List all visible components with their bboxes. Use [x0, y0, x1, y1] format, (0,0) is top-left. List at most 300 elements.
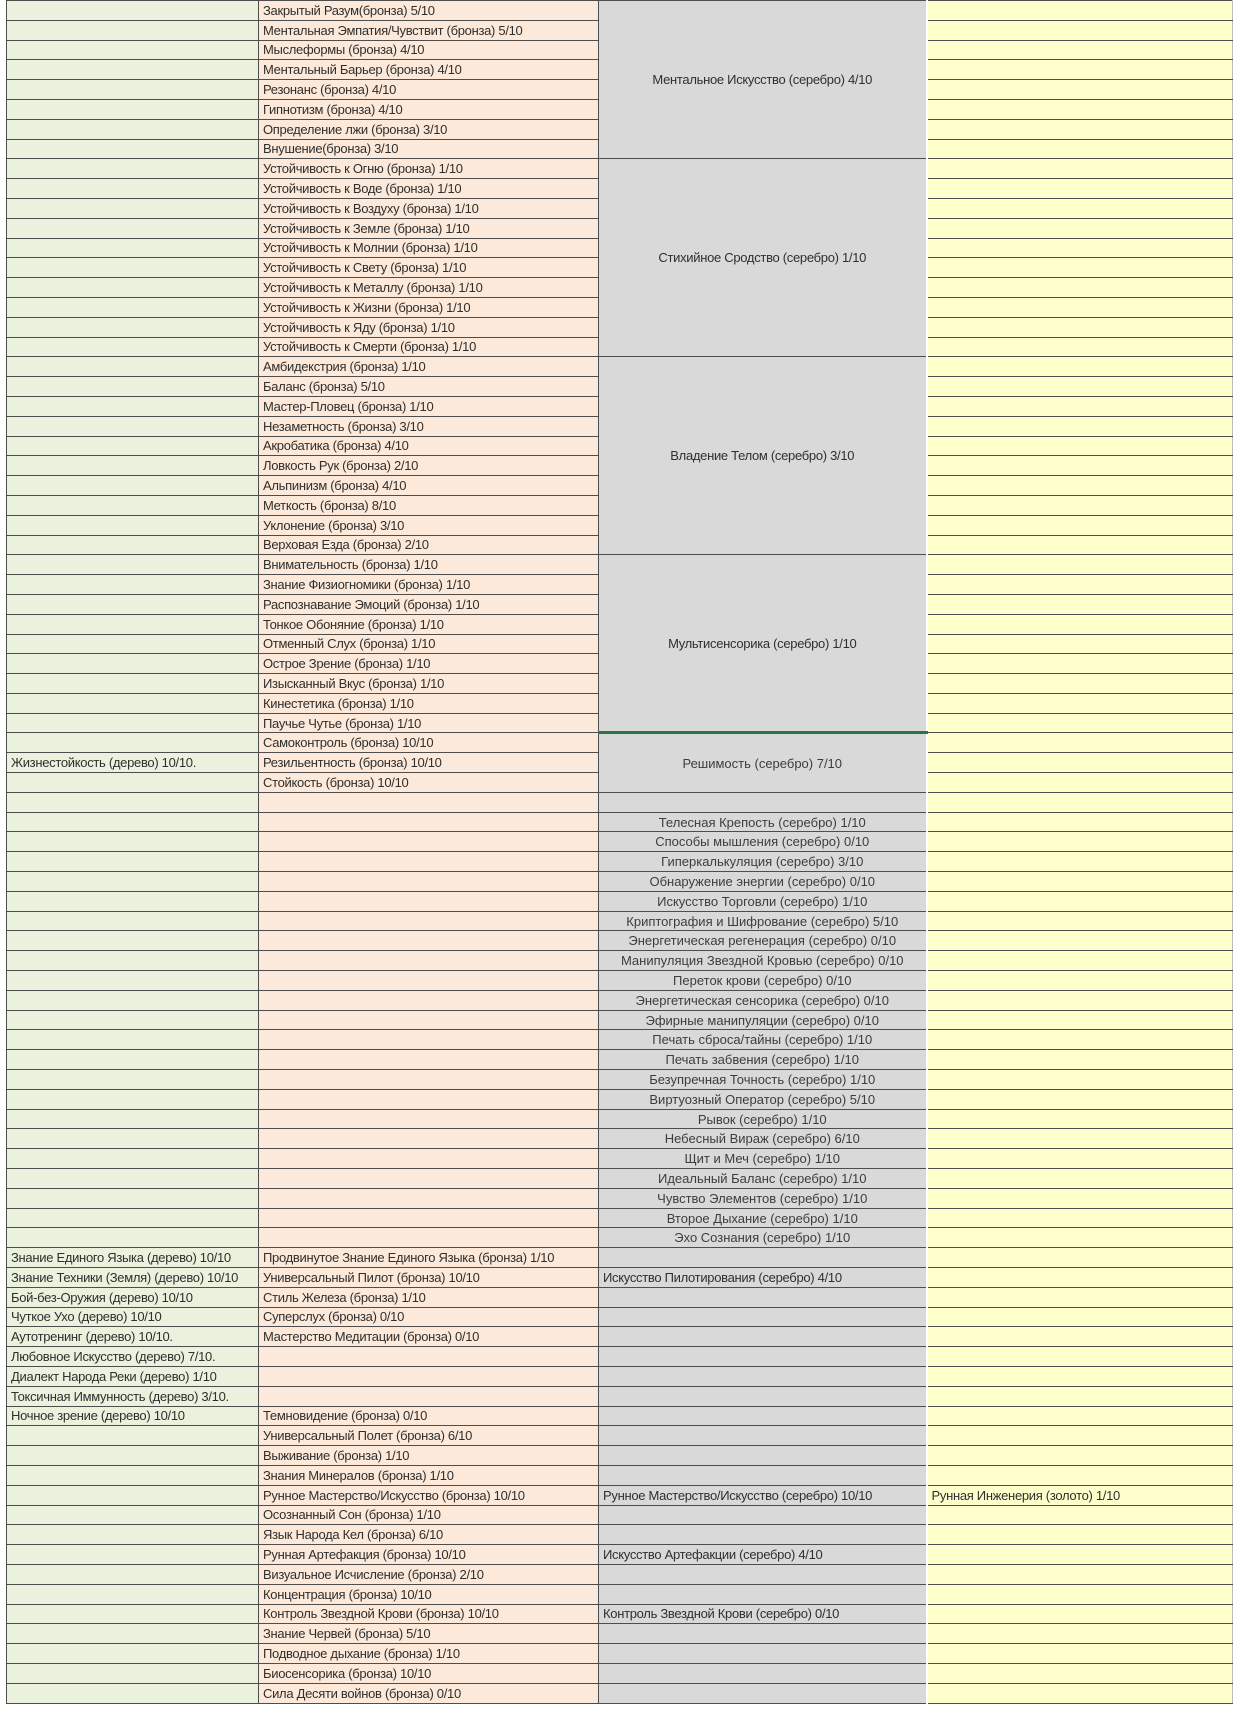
tree-skill-cell[interactable] — [7, 990, 259, 1010]
bronze-skill-cell[interactable]: Закрытый Разум(бронза) 5/10 — [259, 1, 599, 21]
bronze-skill-cell[interactable]: Концентрация (бронза) 10/10 — [259, 1584, 599, 1604]
gold-skill-cell[interactable]: Рунная Инженерия (золото) 1/10 — [927, 1485, 1233, 1505]
gold-skill-cell[interactable] — [927, 1169, 1233, 1189]
tree-skill-cell[interactable] — [7, 971, 259, 991]
tree-skill-cell[interactable] — [7, 238, 259, 258]
tree-skill-cell[interactable] — [7, 278, 259, 298]
tree-skill-cell[interactable] — [7, 20, 259, 40]
gold-skill-cell[interactable] — [927, 1109, 1233, 1129]
silver-skill-cell[interactable]: Искусство Артефакции (серебро) 4/10 — [599, 1545, 927, 1565]
gold-skill-cell[interactable] — [927, 753, 1233, 773]
gold-skill-cell[interactable] — [927, 773, 1233, 793]
tree-skill-cell[interactable] — [7, 396, 259, 416]
bronze-skill-cell[interactable]: Устойчивость к Яду (бронза) 1/10 — [259, 317, 599, 337]
gold-skill-cell[interactable] — [927, 278, 1233, 298]
gold-skill-cell[interactable] — [927, 535, 1233, 555]
tree-skill-cell[interactable] — [7, 159, 259, 179]
bronze-skill-cell[interactable] — [259, 990, 599, 1010]
tree-skill-cell[interactable] — [7, 317, 259, 337]
tree-skill-cell[interactable] — [7, 139, 259, 159]
silver-skill-cell[interactable] — [599, 1327, 927, 1347]
bronze-skill-cell[interactable]: Устойчивость к Земле (бронза) 1/10 — [259, 218, 599, 238]
gold-skill-cell[interactable] — [927, 1644, 1233, 1664]
tree-skill-cell[interactable] — [7, 1, 259, 21]
silver-skill-cell[interactable]: Эфирные манипуляции (серебро) 0/10 — [599, 1010, 927, 1030]
bronze-skill-cell[interactable]: Ментальная Эмпатия/Чувствит (бронза) 5/10 — [259, 20, 599, 40]
tree-skill-cell[interactable] — [7, 80, 259, 100]
silver-skill-cell[interactable]: Манипуляция Звездной Кровью (серебро) 0/10 — [599, 951, 927, 971]
gold-skill-cell[interactable] — [927, 1030, 1233, 1050]
gold-skill-cell[interactable] — [927, 891, 1233, 911]
bronze-skill-cell[interactable]: Кинестетика (бронза) 1/10 — [259, 693, 599, 713]
silver-skill-cell[interactable] — [599, 1624, 927, 1644]
gold-skill-cell[interactable] — [927, 1564, 1233, 1584]
bronze-skill-cell[interactable]: Ментальный Барьер (бронза) 4/10 — [259, 60, 599, 80]
bronze-skill-cell[interactable]: Устойчивость к Жизни (бронза) 1/10 — [259, 297, 599, 317]
silver-group-cell[interactable]: Ментальное Искусство (серебро) 4/10 — [599, 1, 927, 159]
gold-skill-cell[interactable] — [927, 1683, 1233, 1703]
tree-skill-cell[interactable] — [7, 218, 259, 238]
tree-skill-cell[interactable]: Аутотренинг (дерево) 10/10. — [7, 1327, 259, 1347]
bronze-skill-cell[interactable] — [259, 1010, 599, 1030]
tree-skill-cell[interactable] — [7, 931, 259, 951]
tree-skill-cell[interactable] — [7, 1208, 259, 1228]
bronze-skill-cell[interactable]: Устойчивость к Воздуху (бронза) 1/10 — [259, 198, 599, 218]
tree-skill-cell[interactable] — [7, 40, 259, 60]
tree-skill-cell[interactable]: Бой-без-Оружия (дерево) 10/10 — [7, 1287, 259, 1307]
gold-skill-cell[interactable] — [927, 377, 1233, 397]
bronze-skill-cell[interactable] — [259, 911, 599, 931]
bronze-skill-cell[interactable]: Определение лжи (бронза) 3/10 — [259, 119, 599, 139]
tree-skill-cell[interactable] — [7, 377, 259, 397]
tree-skill-cell[interactable] — [7, 654, 259, 674]
gold-skill-cell[interactable] — [927, 832, 1233, 852]
tree-skill-cell[interactable] — [7, 733, 259, 753]
bronze-skill-cell[interactable]: Незаметность (бронза) 3/10 — [259, 416, 599, 436]
gold-skill-cell[interactable] — [927, 1426, 1233, 1446]
silver-skill-cell[interactable] — [599, 1347, 927, 1367]
bronze-skill-cell[interactable]: Отменный Слух (бронза) 1/10 — [259, 634, 599, 654]
gold-skill-cell[interactable] — [927, 971, 1233, 991]
silver-skill-cell[interactable]: Искусство Пилотирования (серебро) 4/10 — [599, 1268, 927, 1288]
tree-skill-cell[interactable]: Знание Единого Языка (дерево) 10/10 — [7, 1248, 259, 1268]
bronze-skill-cell[interactable]: Уклонение (бронза) 3/10 — [259, 515, 599, 535]
silver-skill-cell[interactable] — [599, 1584, 927, 1604]
bronze-skill-cell[interactable]: Мастер-Пловец (бронза) 1/10 — [259, 396, 599, 416]
tree-skill-cell[interactable] — [7, 812, 259, 832]
gold-skill-cell[interactable] — [927, 258, 1233, 278]
bronze-skill-cell[interactable] — [259, 1149, 599, 1169]
bronze-skill-cell[interactable]: Язык Народа Кел (бронза) 6/10 — [259, 1525, 599, 1545]
tree-skill-cell[interactable] — [7, 1545, 259, 1565]
gold-skill-cell[interactable] — [927, 99, 1233, 119]
gold-skill-cell[interactable] — [927, 297, 1233, 317]
bronze-skill-cell[interactable] — [259, 951, 599, 971]
bronze-skill-cell[interactable]: Паучье Чутье (бронза) 1/10 — [259, 713, 599, 733]
gold-skill-cell[interactable] — [927, 1545, 1233, 1565]
bronze-skill-cell[interactable] — [259, 1188, 599, 1208]
gold-skill-cell[interactable] — [927, 931, 1233, 951]
gold-skill-cell[interactable] — [927, 179, 1233, 199]
tree-skill-cell[interactable] — [7, 614, 259, 634]
bronze-skill-cell[interactable]: Устойчивость к Огню (бронза) 1/10 — [259, 159, 599, 179]
gold-skill-cell[interactable] — [927, 1149, 1233, 1169]
silver-skill-cell[interactable] — [599, 1248, 927, 1268]
tree-skill-cell[interactable] — [7, 1525, 259, 1545]
gold-skill-cell[interactable] — [927, 1129, 1233, 1149]
gold-skill-cell[interactable] — [927, 396, 1233, 416]
gold-skill-cell[interactable] — [927, 456, 1233, 476]
gold-skill-cell[interactable] — [927, 792, 1233, 812]
silver-group-cell[interactable]: Решимость (серебро) 7/10 — [599, 733, 927, 792]
gold-skill-cell[interactable] — [927, 238, 1233, 258]
gold-skill-cell[interactable] — [927, 80, 1233, 100]
bronze-skill-cell[interactable]: Выживание (бронза) 1/10 — [259, 1446, 599, 1466]
tree-skill-cell[interactable] — [7, 416, 259, 436]
gold-skill-cell[interactable] — [927, 1366, 1233, 1386]
bronze-skill-cell[interactable]: Универсальный Пилот (бронза) 10/10 — [259, 1268, 599, 1288]
gold-skill-cell[interactable] — [927, 139, 1233, 159]
tree-skill-cell[interactable] — [7, 852, 259, 872]
bronze-skill-cell[interactable] — [259, 1228, 599, 1248]
gold-skill-cell[interactable] — [927, 1584, 1233, 1604]
bronze-skill-cell[interactable] — [259, 812, 599, 832]
silver-group-cell[interactable]: Стихийное Сродство (серебро) 1/10 — [599, 159, 927, 357]
silver-skill-cell[interactable]: Переток крови (серебро) 0/10 — [599, 971, 927, 991]
gold-skill-cell[interactable] — [927, 1465, 1233, 1485]
silver-skill-cell[interactable]: Искусство Торговли (серебро) 1/10 — [599, 891, 927, 911]
silver-group-cell[interactable]: Владение Телом (серебро) 3/10 — [599, 357, 927, 555]
gold-skill-cell[interactable] — [927, 594, 1233, 614]
tree-skill-cell[interactable] — [7, 1505, 259, 1525]
tree-skill-cell[interactable] — [7, 773, 259, 793]
silver-skill-cell[interactable] — [599, 1386, 927, 1406]
gold-skill-cell[interactable] — [927, 515, 1233, 535]
tree-skill-cell[interactable]: Чуткое Ухо (дерево) 10/10 — [7, 1307, 259, 1327]
gold-skill-cell[interactable] — [927, 575, 1233, 595]
tree-skill-cell[interactable] — [7, 476, 259, 496]
tree-skill-cell[interactable] — [7, 1683, 259, 1703]
gold-skill-cell[interactable] — [927, 1248, 1233, 1268]
gold-skill-cell[interactable] — [927, 119, 1233, 139]
tree-skill-cell[interactable] — [7, 1564, 259, 1584]
bronze-skill-cell[interactable]: Амбидекстрия (бронза) 1/10 — [259, 357, 599, 377]
silver-skill-cell[interactable] — [599, 1307, 927, 1327]
silver-skill-cell[interactable]: Гиперкалькуляция (серебро) 3/10 — [599, 852, 927, 872]
tree-skill-cell[interactable] — [7, 198, 259, 218]
bronze-skill-cell[interactable]: Меткость (бронза) 8/10 — [259, 495, 599, 515]
bronze-skill-cell[interactable]: Продвинутое Знание Единого Языка (бронза) 1/10 — [259, 1248, 599, 1268]
tree-skill-cell[interactable] — [7, 1030, 259, 1050]
gold-skill-cell[interactable] — [927, 1268, 1233, 1288]
gold-skill-cell[interactable] — [927, 713, 1233, 733]
bronze-skill-cell[interactable]: Устойчивость к Металлу (бронза) 1/10 — [259, 278, 599, 298]
gold-skill-cell[interactable] — [927, 1327, 1233, 1347]
tree-skill-cell[interactable]: Жизнестойкость (дерево) 10/10. — [7, 753, 259, 773]
tree-skill-cell[interactable] — [7, 1426, 259, 1446]
bronze-skill-cell[interactable]: Внимательность (бронза) 1/10 — [259, 555, 599, 575]
silver-skill-cell[interactable]: Рунное Мастерство/Искусство (серебро) 10/10 — [599, 1485, 927, 1505]
bronze-skill-cell[interactable] — [259, 971, 599, 991]
silver-skill-cell[interactable] — [599, 1465, 927, 1485]
gold-skill-cell[interactable] — [927, 1624, 1233, 1644]
gold-skill-cell[interactable] — [927, 317, 1233, 337]
silver-skill-cell[interactable]: Печать сброса/тайны (серебро) 1/10 — [599, 1030, 927, 1050]
bronze-skill-cell[interactable]: Резонанс (бронза) 4/10 — [259, 80, 599, 100]
gold-skill-cell[interactable] — [927, 1228, 1233, 1248]
silver-skill-cell[interactable]: Второе Дыхание (серебро) 1/10 — [599, 1208, 927, 1228]
bronze-skill-cell[interactable]: Рунная Артефакция (бронза) 10/10 — [259, 1545, 599, 1565]
bronze-skill-cell[interactable]: Альпинизм (бронза) 4/10 — [259, 476, 599, 496]
gold-skill-cell[interactable] — [927, 1307, 1233, 1327]
gold-skill-cell[interactable] — [927, 911, 1233, 931]
tree-skill-cell[interactable] — [7, 1169, 259, 1189]
silver-skill-cell[interactable] — [599, 1525, 927, 1545]
silver-group-cell[interactable]: Мультисенсорика (серебро) 1/10 — [599, 555, 927, 733]
bronze-skill-cell[interactable]: Внушение(бронза) 3/10 — [259, 139, 599, 159]
gold-skill-cell[interactable] — [927, 614, 1233, 634]
tree-skill-cell[interactable] — [7, 179, 259, 199]
tree-skill-cell[interactable] — [7, 1663, 259, 1683]
tree-skill-cell[interactable] — [7, 1228, 259, 1248]
tree-skill-cell[interactable] — [7, 1149, 259, 1169]
tree-skill-cell[interactable]: Любовное Искусство (дерево) 7/10. — [7, 1347, 259, 1367]
silver-skill-cell[interactable] — [599, 1366, 927, 1386]
tree-skill-cell[interactable]: Токсичная Иммунность (дерево) 3/10. — [7, 1386, 259, 1406]
bronze-skill-cell[interactable] — [259, 872, 599, 892]
silver-skill-cell[interactable]: Печать забвения (серебро) 1/10 — [599, 1050, 927, 1070]
tree-skill-cell[interactable] — [7, 713, 259, 733]
tree-skill-cell[interactable] — [7, 1624, 259, 1644]
tree-skill-cell[interactable] — [7, 1089, 259, 1109]
tree-skill-cell[interactable] — [7, 1109, 259, 1129]
bronze-skill-cell[interactable] — [259, 1386, 599, 1406]
tree-skill-cell[interactable] — [7, 1070, 259, 1090]
bronze-skill-cell[interactable]: Устойчивость к Молнии (бронза) 1/10 — [259, 238, 599, 258]
tree-skill-cell[interactable] — [7, 575, 259, 595]
gold-skill-cell[interactable] — [927, 674, 1233, 694]
gold-skill-cell[interactable] — [927, 1, 1233, 21]
bronze-skill-cell[interactable] — [259, 1089, 599, 1109]
bronze-skill-cell[interactable]: Знания Минералов (бронза) 1/10 — [259, 1465, 599, 1485]
gold-skill-cell[interactable] — [927, 1287, 1233, 1307]
bronze-skill-cell[interactable] — [259, 1208, 599, 1228]
bronze-skill-cell[interactable]: Мастерство Медитации (бронза) 0/10 — [259, 1327, 599, 1347]
gold-skill-cell[interactable] — [927, 1663, 1233, 1683]
gold-skill-cell[interactable] — [927, 357, 1233, 377]
gold-skill-cell[interactable] — [927, 693, 1233, 713]
silver-skill-cell[interactable] — [599, 1683, 927, 1703]
bronze-skill-cell[interactable] — [259, 1366, 599, 1386]
tree-skill-cell[interactable] — [7, 693, 259, 713]
tree-skill-cell[interactable] — [7, 1584, 259, 1604]
bronze-skill-cell[interactable]: Стиль Железа (бронза) 1/10 — [259, 1287, 599, 1307]
silver-skill-cell[interactable]: Обнаружение энергии (серебро) 0/10 — [599, 872, 927, 892]
gold-skill-cell[interactable] — [927, 1525, 1233, 1545]
gold-skill-cell[interactable] — [927, 951, 1233, 971]
bronze-skill-cell[interactable] — [259, 1169, 599, 1189]
bronze-skill-cell[interactable]: Темновидение (бронза) 0/10 — [259, 1406, 599, 1426]
gold-skill-cell[interactable] — [927, 1208, 1233, 1228]
gold-skill-cell[interactable] — [927, 218, 1233, 238]
tree-skill-cell[interactable] — [7, 832, 259, 852]
bronze-skill-cell[interactable]: Стойкость (бронза) 10/10 — [259, 773, 599, 793]
bronze-skill-cell[interactable]: Универсальный Полет (бронза) 6/10 — [259, 1426, 599, 1446]
gold-skill-cell[interactable] — [927, 337, 1233, 357]
silver-skill-cell[interactable] — [599, 792, 927, 812]
tree-skill-cell[interactable]: Знание Техники (Земля) (дерево) 10/10 — [7, 1268, 259, 1288]
silver-skill-cell[interactable]: Эхо Сознания (серебро) 1/10 — [599, 1228, 927, 1248]
gold-skill-cell[interactable] — [927, 198, 1233, 218]
bronze-skill-cell[interactable]: Устойчивость к Свету (бронза) 1/10 — [259, 258, 599, 278]
bronze-skill-cell[interactable] — [259, 1109, 599, 1129]
bronze-skill-cell[interactable]: Баланс (бронза) 5/10 — [259, 377, 599, 397]
bronze-skill-cell[interactable] — [259, 852, 599, 872]
silver-skill-cell[interactable]: Криптография и Шифрование (серебро) 5/10 — [599, 911, 927, 931]
tree-skill-cell[interactable] — [7, 1446, 259, 1466]
bronze-skill-cell[interactable]: Резильентность (бронза) 10/10 — [259, 753, 599, 773]
bronze-skill-cell[interactable] — [259, 891, 599, 911]
gold-skill-cell[interactable] — [927, 1089, 1233, 1109]
tree-skill-cell[interactable] — [7, 1485, 259, 1505]
gold-skill-cell[interactable] — [927, 1505, 1233, 1525]
tree-skill-cell[interactable] — [7, 1050, 259, 1070]
silver-skill-cell[interactable]: Небесный Вираж (серебро) 6/10 — [599, 1129, 927, 1149]
tree-skill-cell[interactable] — [7, 99, 259, 119]
bronze-skill-cell[interactable]: Ловкость Рук (бронза) 2/10 — [259, 456, 599, 476]
silver-skill-cell[interactable] — [599, 1446, 927, 1466]
bronze-skill-cell[interactable]: Подводное дыхание (бронза) 1/10 — [259, 1644, 599, 1664]
silver-skill-cell[interactable] — [599, 1406, 927, 1426]
bronze-skill-cell[interactable] — [259, 832, 599, 852]
tree-skill-cell[interactable] — [7, 594, 259, 614]
gold-skill-cell[interactable] — [927, 20, 1233, 40]
bronze-skill-cell[interactable] — [259, 1050, 599, 1070]
gold-skill-cell[interactable] — [927, 1050, 1233, 1070]
silver-skill-cell[interactable] — [599, 1644, 927, 1664]
gold-skill-cell[interactable] — [927, 990, 1233, 1010]
gold-skill-cell[interactable] — [927, 1446, 1233, 1466]
silver-skill-cell[interactable] — [599, 1505, 927, 1525]
tree-skill-cell[interactable] — [7, 674, 259, 694]
silver-skill-cell[interactable] — [599, 1663, 927, 1683]
tree-skill-cell[interactable] — [7, 1604, 259, 1624]
silver-skill-cell[interactable]: Щит и Меч (серебро) 1/10 — [599, 1149, 927, 1169]
silver-skill-cell[interactable] — [599, 1287, 927, 1307]
tree-skill-cell[interactable] — [7, 872, 259, 892]
silver-skill-cell[interactable]: Безупречная Точность (серебро) 1/10 — [599, 1070, 927, 1090]
gold-skill-cell[interactable] — [927, 852, 1233, 872]
gold-skill-cell[interactable] — [927, 812, 1233, 832]
bronze-skill-cell[interactable]: Рунное Мастерство/Искусство (бронза) 10/10 — [259, 1485, 599, 1505]
bronze-skill-cell[interactable] — [259, 1129, 599, 1149]
gold-skill-cell[interactable] — [927, 40, 1233, 60]
bronze-skill-cell[interactable]: Сила Десяти войнов (бронза) 0/10 — [259, 1683, 599, 1703]
gold-skill-cell[interactable] — [927, 159, 1233, 179]
tree-skill-cell[interactable] — [7, 891, 259, 911]
gold-skill-cell[interactable] — [927, 1347, 1233, 1367]
bronze-skill-cell[interactable]: Гипнотизм (бронза) 4/10 — [259, 99, 599, 119]
tree-skill-cell[interactable] — [7, 535, 259, 555]
silver-skill-cell[interactable]: Телесная Крепость (серебро) 1/10 — [599, 812, 927, 832]
bronze-skill-cell[interactable]: Осознанный Сон (бронза) 1/10 — [259, 1505, 599, 1525]
bronze-skill-cell[interactable] — [259, 1030, 599, 1050]
silver-skill-cell[interactable]: Виртуозный Оператор (серебро) 5/10 — [599, 1089, 927, 1109]
gold-skill-cell[interactable] — [927, 634, 1233, 654]
gold-skill-cell[interactable] — [927, 436, 1233, 456]
tree-skill-cell[interactable] — [7, 258, 259, 278]
gold-skill-cell[interactable] — [927, 1386, 1233, 1406]
silver-skill-cell[interactable]: Способы мышления (серебро) 0/10 — [599, 832, 927, 852]
tree-skill-cell[interactable] — [7, 337, 259, 357]
tree-skill-cell[interactable] — [7, 1465, 259, 1485]
tree-skill-cell[interactable]: Ночное зрение (дерево) 10/10 — [7, 1406, 259, 1426]
bronze-skill-cell[interactable]: Знание Червей (бронза) 5/10 — [259, 1624, 599, 1644]
gold-skill-cell[interactable] — [927, 495, 1233, 515]
bronze-skill-cell[interactable]: Биосенсорика (бронза) 10/10 — [259, 1663, 599, 1683]
bronze-skill-cell[interactable] — [259, 931, 599, 951]
silver-skill-cell[interactable]: Энергетическая сенсорика (серебро) 0/10 — [599, 990, 927, 1010]
bronze-skill-cell[interactable]: Акробатика (бронза) 4/10 — [259, 436, 599, 456]
tree-skill-cell[interactable]: Диалект Народа Реки (дерево) 1/10 — [7, 1366, 259, 1386]
tree-skill-cell[interactable] — [7, 1010, 259, 1030]
tree-skill-cell[interactable] — [7, 515, 259, 535]
gold-skill-cell[interactable] — [927, 1604, 1233, 1624]
bronze-skill-cell[interactable] — [259, 792, 599, 812]
bronze-skill-cell[interactable]: Распознавание Эмоций (бронза) 1/10 — [259, 594, 599, 614]
silver-skill-cell[interactable]: Идеальный Баланс (серебро) 1/10 — [599, 1169, 927, 1189]
bronze-skill-cell[interactable]: Устойчивость к Воде (бронза) 1/10 — [259, 179, 599, 199]
tree-skill-cell[interactable] — [7, 297, 259, 317]
bronze-skill-cell[interactable]: Визуальное Исчисление (бронза) 2/10 — [259, 1564, 599, 1584]
bronze-skill-cell[interactable] — [259, 1347, 599, 1367]
bronze-skill-cell[interactable]: Суперслух (бронза) 0/10 — [259, 1307, 599, 1327]
tree-skill-cell[interactable] — [7, 357, 259, 377]
gold-skill-cell[interactable] — [927, 1070, 1233, 1090]
silver-skill-cell[interactable]: Чувство Элементов (серебро) 1/10 — [599, 1188, 927, 1208]
bronze-skill-cell[interactable]: Самоконтроль (бронза) 10/10 — [259, 733, 599, 753]
tree-skill-cell[interactable] — [7, 951, 259, 971]
gold-skill-cell[interactable] — [927, 654, 1233, 674]
silver-skill-cell[interactable] — [599, 1564, 927, 1584]
tree-skill-cell[interactable] — [7, 456, 259, 476]
gold-skill-cell[interactable] — [927, 733, 1233, 753]
bronze-skill-cell[interactable]: Изысканный Вкус (бронза) 1/10 — [259, 674, 599, 694]
bronze-skill-cell[interactable]: Устойчивость к Смерти (бронза) 1/10 — [259, 337, 599, 357]
silver-skill-cell[interactable]: Рывок (серебро) 1/10 — [599, 1109, 927, 1129]
gold-skill-cell[interactable] — [927, 872, 1233, 892]
tree-skill-cell[interactable] — [7, 555, 259, 575]
bronze-skill-cell[interactable]: Контроль Звездной Крови (бронза) 10/10 — [259, 1604, 599, 1624]
gold-skill-cell[interactable] — [927, 1010, 1233, 1030]
gold-skill-cell[interactable] — [927, 1406, 1233, 1426]
gold-skill-cell[interactable] — [927, 1188, 1233, 1208]
gold-skill-cell[interactable] — [927, 60, 1233, 80]
bronze-skill-cell[interactable]: Тонкое Обоняние (бронза) 1/10 — [259, 614, 599, 634]
tree-skill-cell[interactable] — [7, 634, 259, 654]
tree-skill-cell[interactable] — [7, 119, 259, 139]
tree-skill-cell[interactable] — [7, 1188, 259, 1208]
silver-skill-cell[interactable] — [599, 1426, 927, 1446]
bronze-skill-cell[interactable]: Знание Физиогномики (бронза) 1/10 — [259, 575, 599, 595]
gold-skill-cell[interactable] — [927, 555, 1233, 575]
tree-skill-cell[interactable] — [7, 436, 259, 456]
gold-skill-cell[interactable] — [927, 476, 1233, 496]
bronze-skill-cell[interactable] — [259, 1070, 599, 1090]
tree-skill-cell[interactable] — [7, 792, 259, 812]
tree-skill-cell[interactable] — [7, 1644, 259, 1664]
tree-skill-cell[interactable] — [7, 495, 259, 515]
